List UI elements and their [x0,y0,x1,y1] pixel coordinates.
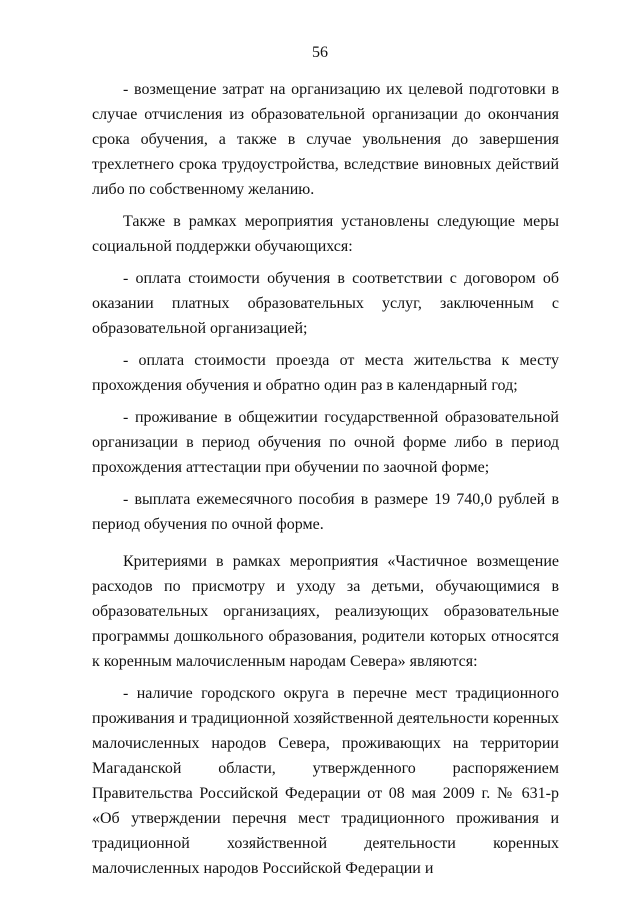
paragraph-travel-payment: - оплата стоимости проезда от места жительства к месту прохождения обучения и обратно один раз в календарный год; [92,352,559,394]
paragraph-dormitory: - проживание в общежитии государственной образовательной организации в период обучения по очной форме либо в период прохождения аттестации при обучении по заочной форме; [92,409,559,476]
paragraph-criteria-intro: Критериями в рамках мероприятия «Частичное возмещение расходов по присмотру и уходу за детьми, обучающимися в образовательных организациях, реализующих образовательные программы дошкольного образования, родители которых относятся к коренным малочисленным народам Севера» являются: [92,553,559,670]
paragraph-tuition-payment: - оплата стоимости обучения в соответствии с договором об оказании платных образовательных услуг, заключенным с образовательной организацией; [92,270,559,337]
document-body [92,77,559,881]
page-number: 56 [312,44,328,61]
paragraph-target-training-reimbursement: - возмещение затрат на организацию их целевой подготовки в случае отчисления из образовательной организации до окончания срока обучения, а также в случае увольнения до завершения трехлетнего срока трудоустройства, вследствие виновных действий либо по собственному желанию. [92,81,559,198]
paragraph-monthly-allowance: - выплата ежемесячного пособия в размере 19 740,0 рублей в период обучения по очной форме. [92,491,559,533]
paragraph-city-district-criterion: - наличие городского округа в перечне мест традиционного проживания и традиционной хозяйственной деятельности коренных малочисленных народов Севера, проживающих на территории Магаданской области, утвержденного распоряжением Правительства Российской Федерации от 08 мая 2009 г. № 631-р «Об утверждении перечня мест традиционного проживания и традиционной хозяйственной деятельности коренных малочисленных народов Российской Федерации и [92,685,559,877]
paragraph-support-measures-intro: Также в рамках мероприятия установлены следующие меры социальной поддержки обучающихся: [92,213,559,255]
